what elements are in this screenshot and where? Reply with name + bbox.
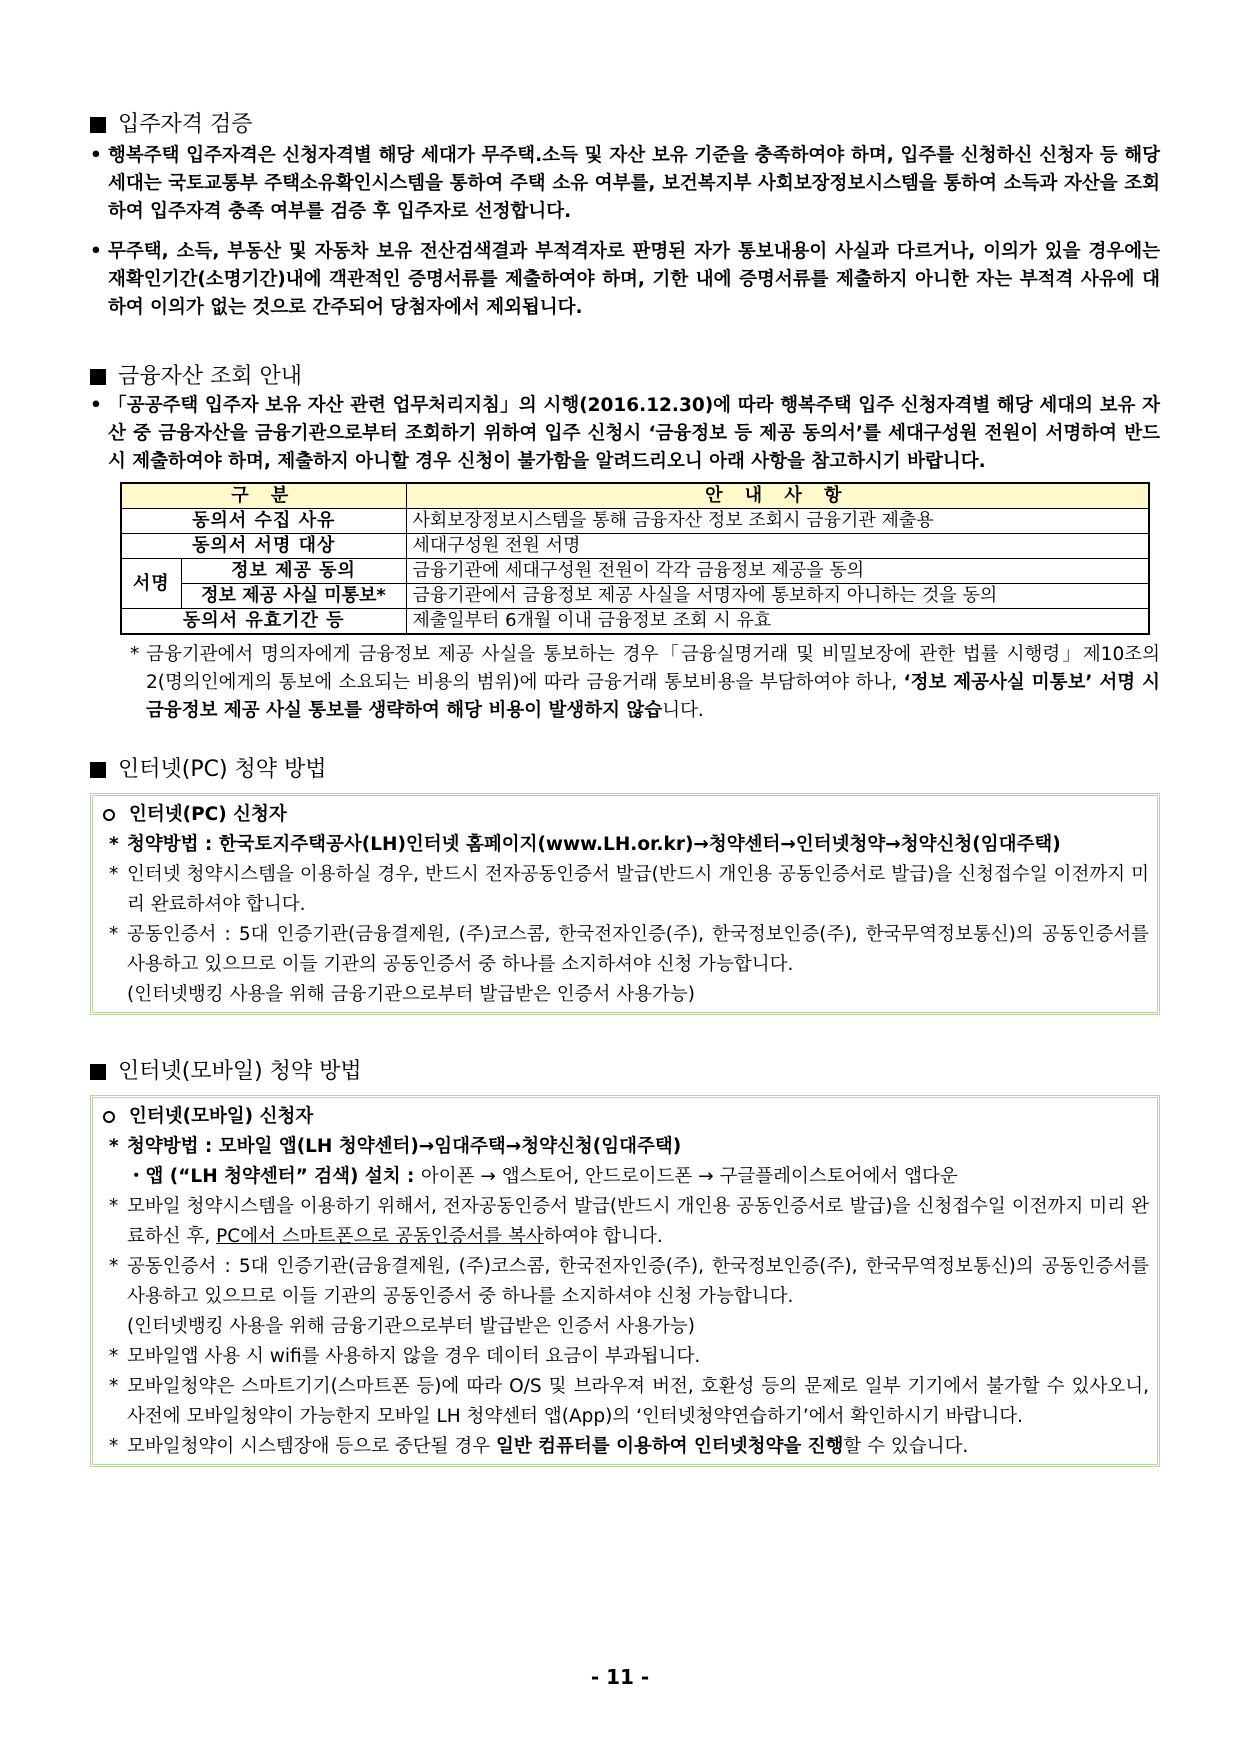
table-row: 동의서 서명 대상 세대구성원 전원 서명 [121,534,1149,559]
page-number: - 11 - [590,1665,650,1689]
box-heading: 인터넷(모바일) 신청자 [101,1102,1149,1132]
square-bullet-icon [90,1064,106,1080]
list-item: * 모바일청약이 시스템장애 등으로 중단될 경우 일반 컴퓨터를 이용하여 인터넷청약을 진행할 수 있습니다. [101,1432,1149,1462]
list-item: * 청약방법 : 한국토지주택공사(LH)인터넷 홈페이지(www.LH.or.kr)→청약센터→인터넷청약→청약신청(임대주택) [101,830,1149,860]
box-heading: 인터넷(PC) 신청자 [101,800,1149,830]
section-eligibility [90,110,1160,322]
table-header-category: 구 분 [121,483,406,509]
bullet-paragraph: • 무주택, 소득, 부동산 및 자동차 보유 전산검색결과 부적격자로 판명된 자가 통보내용이 사실과 다르거나, 이의가 있을 경우에는 재확인기간(소명기간)내에 객관적인 증명서류를 제출하여야 하며, 기한 내에 증명서류를 제출하지 아니한 자는 부적격 사유에 대하여 이의가 없는 것으로 간주되어 당첨자에서 제외됩니다. [90,238,1160,322]
section-title: 인터넷(PC) 청약 방법 [90,755,1160,785]
square-bullet-icon [90,117,106,133]
list-item: * 모바일앱 사용 시 wifi를 사용하지 않을 경우 데이터 요금이 부과됩니다. [101,1342,1149,1372]
list-item-tail: (인터넷뱅킹 사용을 위해 금융기관으로부터 발급받은 인증서 사용가능) [127,1316,695,1337]
app-install-line: ・앱 (“LH 청약센터” 검색) 설치 : 아이폰 → 앱스토어, 안드로이드폰 → 구글플레이스토어에서 앱다운 [127,1166,958,1187]
document-page [90,110,1160,1467]
table-header-info: 안 내 사 항 [406,483,1149,509]
section-title: 입주자격 검증 [90,110,1160,140]
list-item: * 모바일 청약시스템을 이용하기 위해서, 전자공동인증서 발급(반드시 개인용 공동인증서로 발급)을 신청접수일 이전까지 미리 완료하신 후, PC에서 스마트폰으로 공동인증서를 복사하여야 합니다. [101,1192,1149,1252]
section-title: 인터넷(모바일) 청약 방법 [90,1057,1160,1087]
pc-instructions-box [90,793,1160,1015]
list-item: * 공동인증서 : 5대 인증기관(금융결제원, (주)코스콤, 한국전자인증(주), 한국정보인증(주), 한국무역정보통신)의 공동인증서를 사용하고 있으므로 이들 기관의 공동인증서 중 하나를 소지하셔야 신청 가능합니다. [101,920,1149,980]
section-internet-pc [90,755,1160,1015]
square-bullet-icon [90,369,106,385]
list-item: * 청약방법 : 모바일 앱(LH 청약센터)→임대주택→청약신청(임대주택) [101,1132,1149,1162]
list-item: * 공동인증서 : 5대 인증기관(금융결제원, (주)코스콤, 한국전자인증(주), 한국정보인증(주), 한국무역정보통신)의 공동인증서를 사용하고 있으므로 이들 기관의 공동인증서 중 하나를 소지하셔야 신청 가능합니다. [101,1252,1149,1312]
section-title: 금융자산 조회 안내 [90,362,1160,392]
table-row: 동의서 유효기간 등 제출일부터 6개월 이내 금융정보 조회 시 유효 [121,609,1149,635]
table-row: 정보 제공 사실 미통보* 금융기관에서 금융정보 제공 사실을 서명자에 통보하지 아니하는 것을 동의 [121,584,1149,609]
square-bullet-icon [90,762,106,778]
bullet-paragraph: • 행복주택 입주자격은 신청자격별 해당 세대가 무주택.소득 및 자산 보유 기준을 충족하여야 하며, 입주를 신청하신 신청자 등 해당 세대는 국토교통부 주택소유확인시스템을 통하여 주택 소유 여부를, 보건복지부 사회보장정보시스템을 통하여 소득과 자산을 조회하여 입주자격 충족 여부를 검증 후 입주자로 선정합니다. [90,142,1160,226]
bullet-paragraph: • 「공공주택 입주자 보유 자산 관련 업무처리지침」의 시행(2016.12.30)에 따라 행복주택 입주 신청자격별 해당 세대의 보유 자산 중 금융자산을 금융기관으로부터 조회하기 위하여 입주 신청시 ‘금융정보 등 제공 동의서’를 세대구성원 전원이 서명하여 반드시 제출하여야 하며, 제출하지 아니할 경우 신청이 불가함을 알려드리오니 아래 사항을 참고하시기 바랍니다. [90,392,1160,476]
footnote: * 금융기관에서 명의자에게 금융정보 제공 사실을 통보하는 경우「금융실명거래 및 비밀보장에 관한 법률 시행령」제10조의2(명의인에게의 통보에 소요되는 비용의 범위)에 따라 금융거래 통보비용을 부담하여야 하나, ‘정보 제공사실 미통보’ 서명 시 금융정보 제공 사실 통보를 생략하여 해당 비용이 발생하지 않습니다. [130,641,1160,725]
circle-bullet-icon [103,1111,115,1123]
table-row: 동의서 수집 사유 사회보장정보시스템을 통해 금융자산 정보 조회시 금융기관 제출용 [121,509,1149,534]
section-internet-mobile [90,1057,1160,1467]
consent-table [120,482,1150,635]
list-item: * 인터넷 청약시스템을 이용하실 경우, 반드시 전자공동인증서 발급(반드시 개인용 공동인증서로 발급)을 신청접수일 이전까지 미리 완료하셔야 합니다. [101,860,1149,920]
section-financial-assets [90,362,1160,725]
table-row: 서명 정보 제공 동의 금융기관에 세대구성원 전원이 각각 금융정보 제공을 동의 [121,559,1149,584]
list-item: * 모바일청약은 스마트기기(스마트폰 등)에 따라 O/S 및 브라우져 버전, 호환성 등의 문제로 일부 기기에서 불가할 수 있사오니, 사전에 모바일청약이 가능한지 모바일 LH 청약센터 앱(App)의 ‘인터넷청약연습하기’에서 확인하시기 바랍니다. [101,1372,1149,1432]
mobile-instructions-box [90,1095,1160,1467]
table-group-signature: 서명 [121,559,181,609]
list-item-tail: (인터넷뱅킹 사용을 위해 금융기관으로부터 발급받은 인증서 사용가능) [127,984,695,1005]
circle-bullet-icon [103,809,115,821]
